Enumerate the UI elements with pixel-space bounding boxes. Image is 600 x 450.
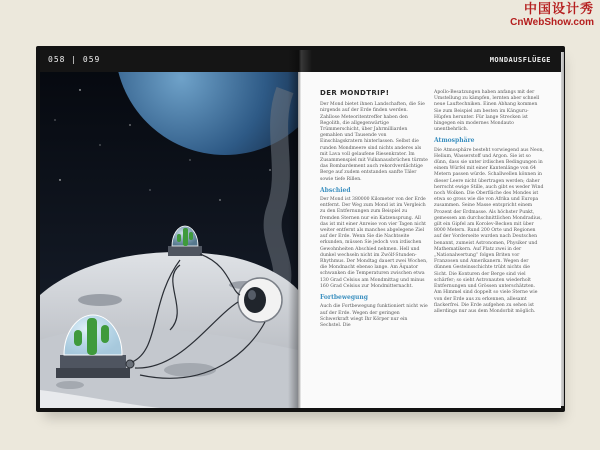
watermark-chinese: 中国设计秀 <box>523 2 594 17</box>
section-title: MONDAUSFLÜEGE <box>489 56 551 64</box>
asteroid-belt <box>273 90 285 290</box>
right-page <box>298 50 561 408</box>
moon-cactus-astronaut-illustration <box>40 50 298 408</box>
watermark-url: CnWebShow.com <box>510 17 594 28</box>
fortbewegung-paragraph: Auch die Fortbewegung funktioniert nicht wie auf der Erde. Wegen der geringen Schwerkraft wiegt Ihr Körper nur ein Sechstel. Die <box>320 304 428 328</box>
heading-abschied: Abschied <box>320 186 351 194</box>
left-page <box>40 50 298 408</box>
abschied-paragraph: Der Mond ist 380000 Kilometer von der Erde entfernt. Der Weg zum Mond ist im Vergleich zu den Entfernungen zum Beispiel zu fremden Sternen nur ein Katzensprung. All das ist mit einer Anreise von vier Tagen nicht weiter entfernt als manches abgelegene Ziel auf der Erde. Wenn Sie die Nachtseite erkunden, müssen Sie jedoch von irdischen Gewohnheiten Abschied nehmen. Hell und dunkel wechseln nicht im Zwölf-Stunden-Rhythmus. Der Mondtag dauert zwei Wochen, die Mondnacht ebenso lange. Am Äquator schwanken die Temperaturen zwischen etwa 130 Grad Celsius am Mondmittag und minus 160 Grad Celsius zur Mondmitternacht. <box>320 197 428 289</box>
heading-atmosphaere: Atmosphäre <box>434 137 475 145</box>
article-title: DER MONDTRIP! <box>320 89 390 97</box>
page-numbers: 058 | 059 <box>48 55 101 64</box>
astronaut-helmet <box>238 278 282 322</box>
page-edge <box>561 52 564 406</box>
intro-paragraph: Der Mond bietet ihnen Landschaften, die Sie nirgends auf der Erde finden werden. Zahllose Meteoritentreffer haben den Regolith, die allgegenwärtige Trümmerschicht, über Jahrmilliarden gemahlen und Tausende von Einschlagskratern hinterlassen. Selbst die runden Mondmeere sind nichts anderes als mit Lava voll gelaufene Riesenkrater. Im Zusammenspiel mit Vulkanausbrüchen türmte das Bombardement auch rekordverdächtige Berge auf zudem entstanden sanfte Täler sowie tiefe Rillen. <box>320 102 428 182</box>
column2-intro-paragraph: Apollo-Besatzungen haben anfangs mit der Umstellung zu kämpfen, lernten aber schnell neue Lauftechniken. Einen Abhang kommen Sie zum Beispiel am besten im Känguru-Hüpfen herunter. Für lange Strecken ist hingegen ein modernes Mondauto unentbehrlich. <box>434 90 540 133</box>
text-column-2 <box>434 90 544 315</box>
atmosphaere-paragraph: Die Atmosphäre besteht vorwiegend aus Neon, Helium, Wasserstoff und Argon. Sie ist so dünn, dass sie unter irdischen Bedingungen in einem Würfel mit einer Kantenlänge von 64 Metern passen würde. Schallwellen können in dieser Leere nicht übertragen werden; daher herrscht ewige Stille, auch gibt es weder Wind noch Wolken. Die Oberfläche des Mondes ist etwa so gross wie die von Afrika und Europa zusammen. Seine Masse entspricht einem Prozent der Erdmasse. Als höchster Punkt, gemessen am durchschnittlichen Mondradius, gilt ein Gipfel am Korolev-Becken mit über 8000 Metern. Rund 200 Orte und Regionen auf der Vorderseite wurden nach Deutschen benannt, zumeist Astronomen, Physiker und Mathematikern. Auf Platz zwei in der „Nationalwertung“ folgen Briten vor Franzosen und Amerikanern. Wegen der dünnen Gesteinsschichte trübt nichts die Sicht. Die Konturen der Berge sind viel schärfer; so sieht Astronauten wiederholt Entfernungen und Grössen unterschätzten. Am Himmel sind doppelt so viele Sterne wie von der Erde aus zu erkennen, allesamt flackerfrei. Die Erde aufgehen zu sehen ist allerdings nur aus dem Mondorbit möglich. <box>434 147 544 314</box>
text-column-1 <box>320 90 428 329</box>
watermark-logo <box>510 3 594 28</box>
heading-fortbewegung: Fortbewegung <box>320 294 368 302</box>
